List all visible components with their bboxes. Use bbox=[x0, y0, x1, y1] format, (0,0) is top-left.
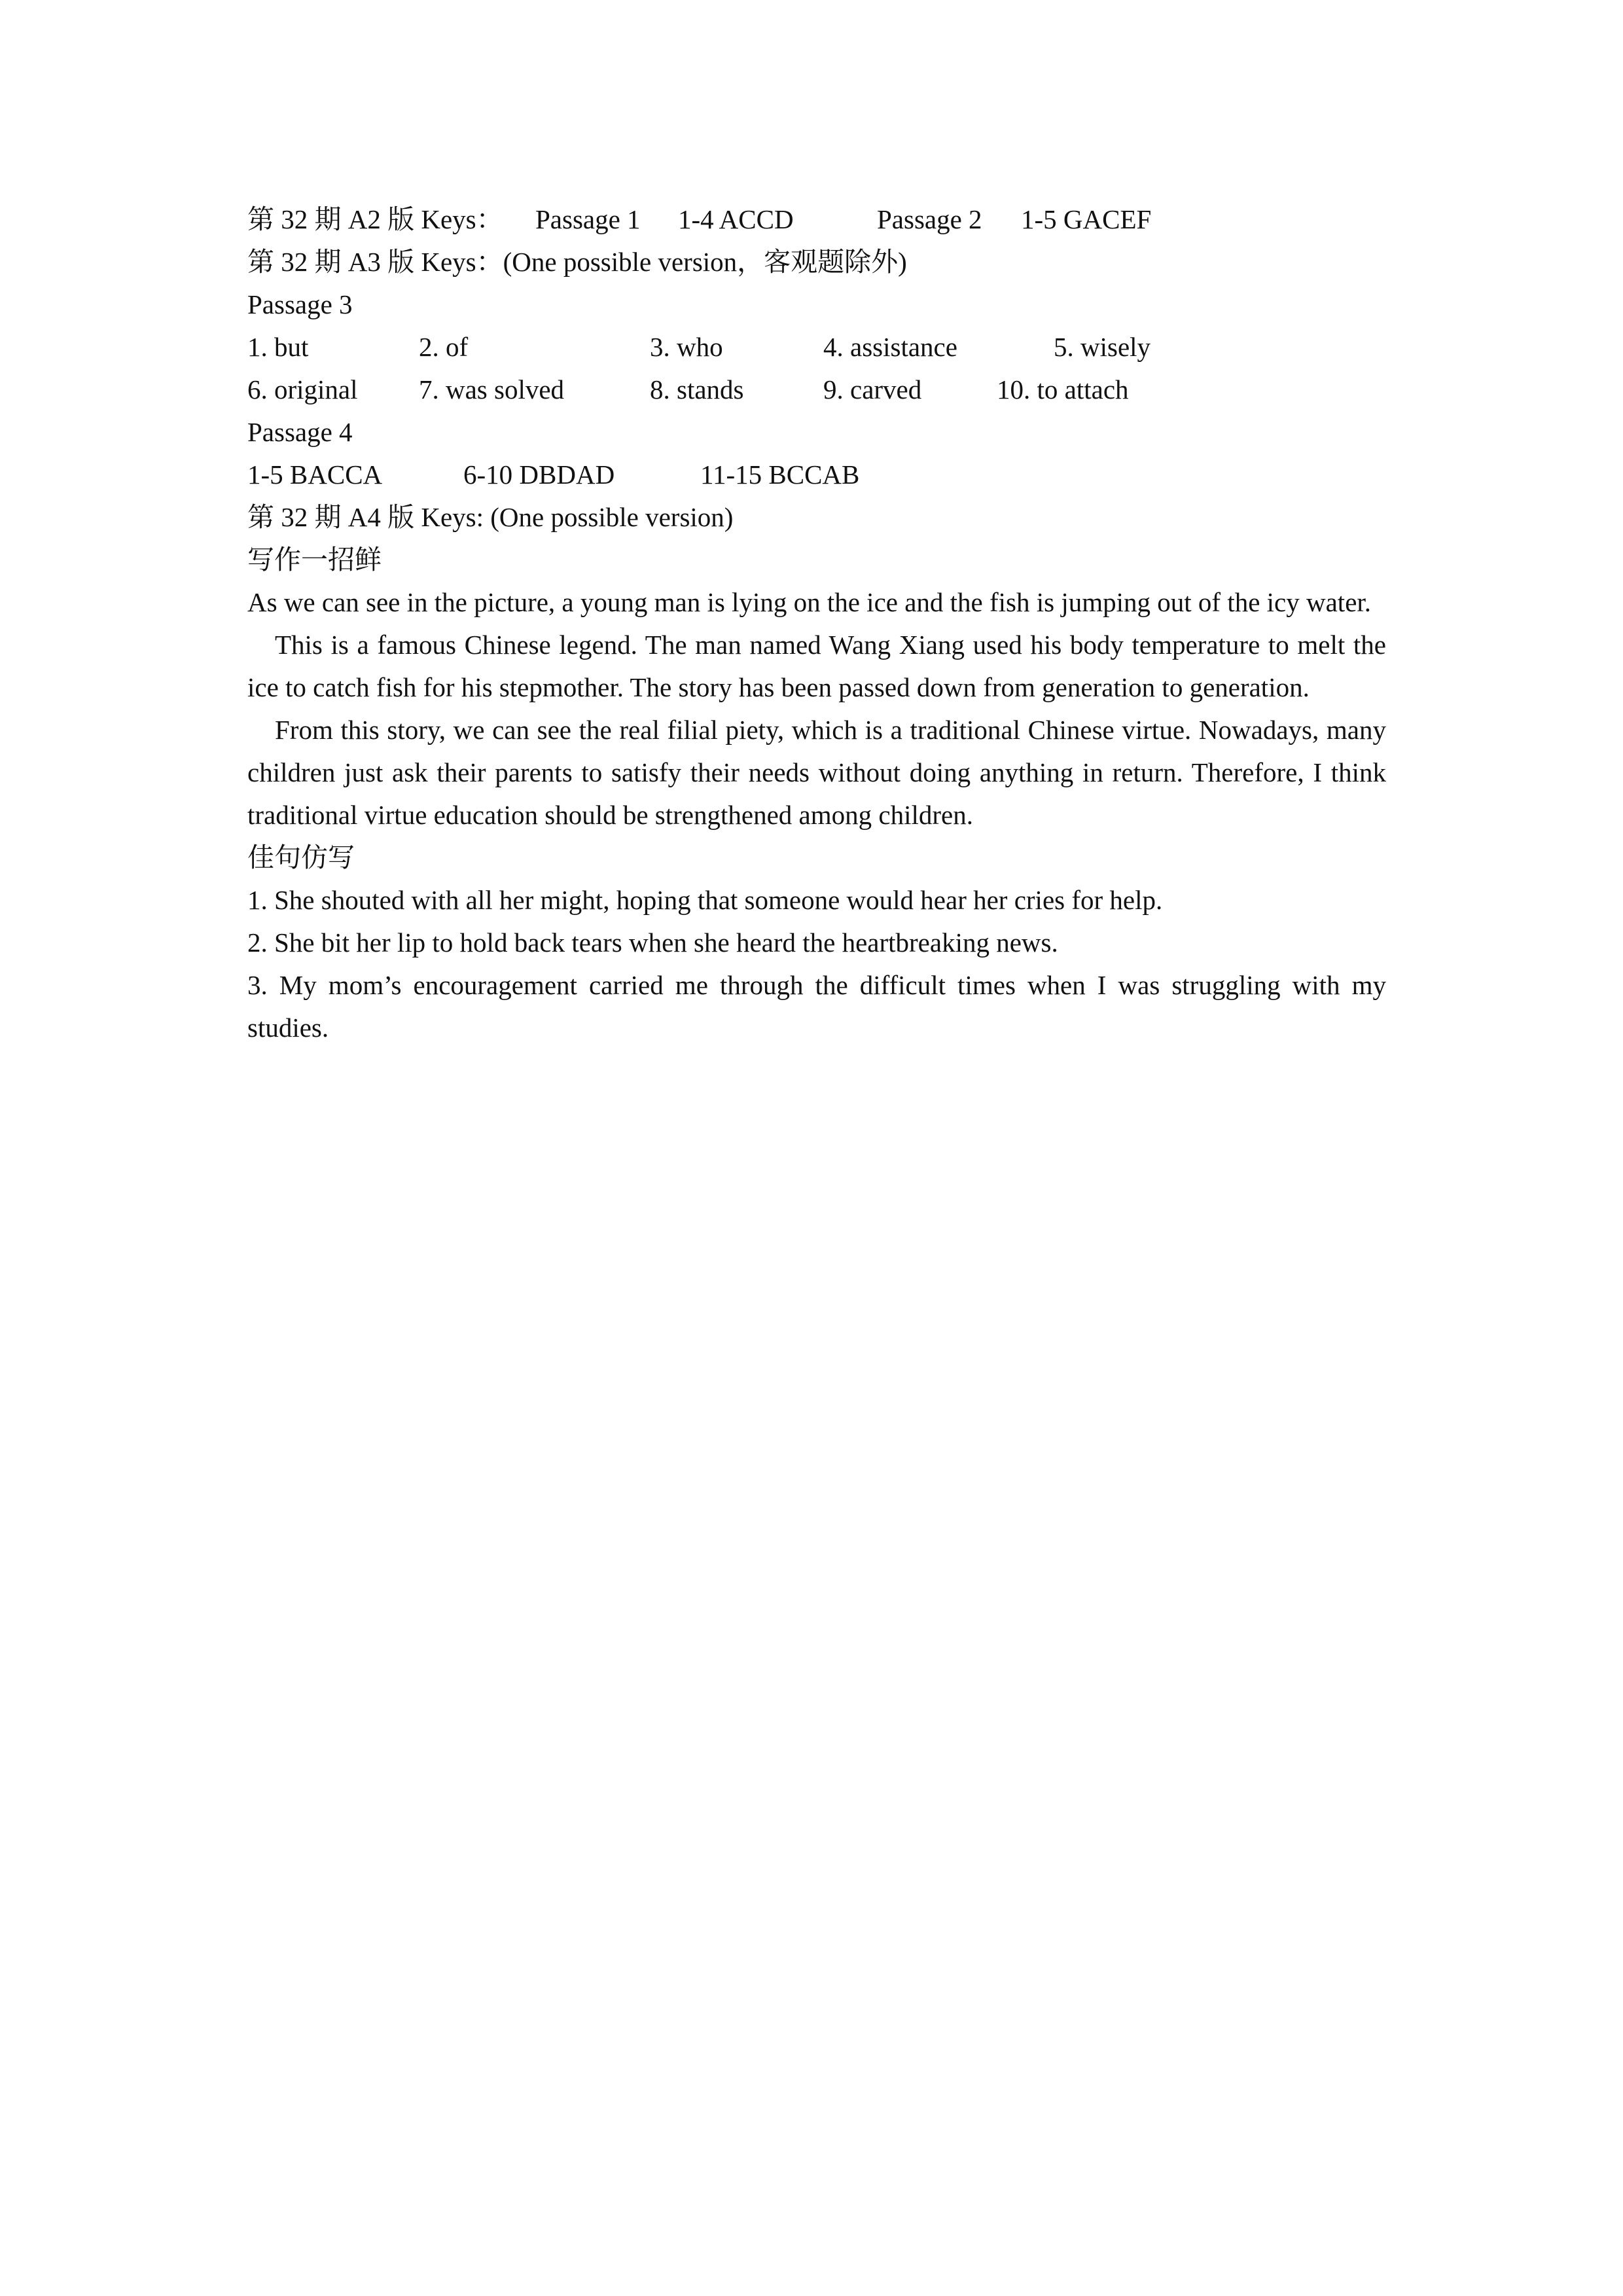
a2-keys-heading: 第 32 期 A2 版 Keys： bbox=[247, 204, 503, 234]
model-sentence: 1. She shouted with all her might, hoping that someone would hear her cries for help. bbox=[247, 885, 1163, 915]
passage3-answer: 9. carved bbox=[823, 374, 922, 404]
a3-keys-heading: 第 32 期 A3 版 Keys：(One possible version，客观题除外) bbox=[247, 247, 907, 277]
writing-paragraph: From this story, we can see the real filial piety, which is a traditional Chinese virtue. Nowadays, many children just ask their parents to satisfy their needs without doing anything in return. Therefore, I think traditional virtue education should be strengthened among children. bbox=[247, 715, 1386, 830]
model-sentence: 2. She bit her lip to hold back tears when she heard the heartbreaking news. bbox=[247, 927, 1058, 958]
passage4-answer: 1-5 BACCA bbox=[247, 459, 383, 490]
passage1-answers: 1-4 ACCD bbox=[678, 204, 794, 234]
passage3-answer: 8. stands bbox=[650, 374, 744, 404]
passage1-label: Passage 1 bbox=[535, 204, 641, 234]
passage4-title: Passage 4 bbox=[247, 417, 353, 447]
passage3-answers-row-1 bbox=[247, 326, 1386, 368]
a2-keys-line bbox=[247, 198, 1386, 241]
writing-section-title: 写作一招鲜 bbox=[247, 545, 382, 575]
passage3-answer: 5. wisely bbox=[1054, 332, 1151, 362]
passage3-answer: 2. of bbox=[419, 332, 469, 362]
model-sentence: 3. My mom’s encouragement carried me through the difficult times when I was struggling with my studies. bbox=[247, 970, 1386, 1043]
passage3-answer: 4. assistance bbox=[823, 332, 957, 362]
writing-paragraph: As we can see in the picture, a young man is lying on the ice and the fish is jumping out of the icy water. bbox=[247, 587, 1372, 617]
sentences-section-title: 佳句仿写 bbox=[247, 842, 355, 872]
passage4-answers-row bbox=[247, 454, 1386, 496]
passage4-answer: 6-10 DBDAD bbox=[463, 459, 615, 490]
passage2-label: Passage 2 bbox=[877, 204, 982, 234]
passage3-title: Passage 3 bbox=[247, 289, 353, 319]
passage3-answers-row-2 bbox=[247, 368, 1386, 411]
answer-key-page bbox=[247, 198, 1386, 1049]
passage3-answer: 10. to attach bbox=[997, 374, 1129, 404]
passage3-answer: 7. was solved bbox=[419, 374, 565, 404]
passage3-answer: 6. original bbox=[247, 374, 358, 404]
passage3-answer: 3. who bbox=[650, 332, 723, 362]
writing-paragraph: This is a famous Chinese legend. The man named Wang Xiang used his body temperature to melt the ice to catch fish for his stepmother. The story has been passed down from generation to generation. bbox=[247, 630, 1386, 702]
passage2-answers: 1-5 GACEF bbox=[1021, 204, 1152, 234]
passage4-answer: 11-15 BCCAB bbox=[700, 459, 860, 490]
passage3-answer: 1. but bbox=[247, 332, 309, 362]
a4-keys-heading: 第 32 期 A4 版 Keys: (One possible version) bbox=[247, 502, 734, 532]
